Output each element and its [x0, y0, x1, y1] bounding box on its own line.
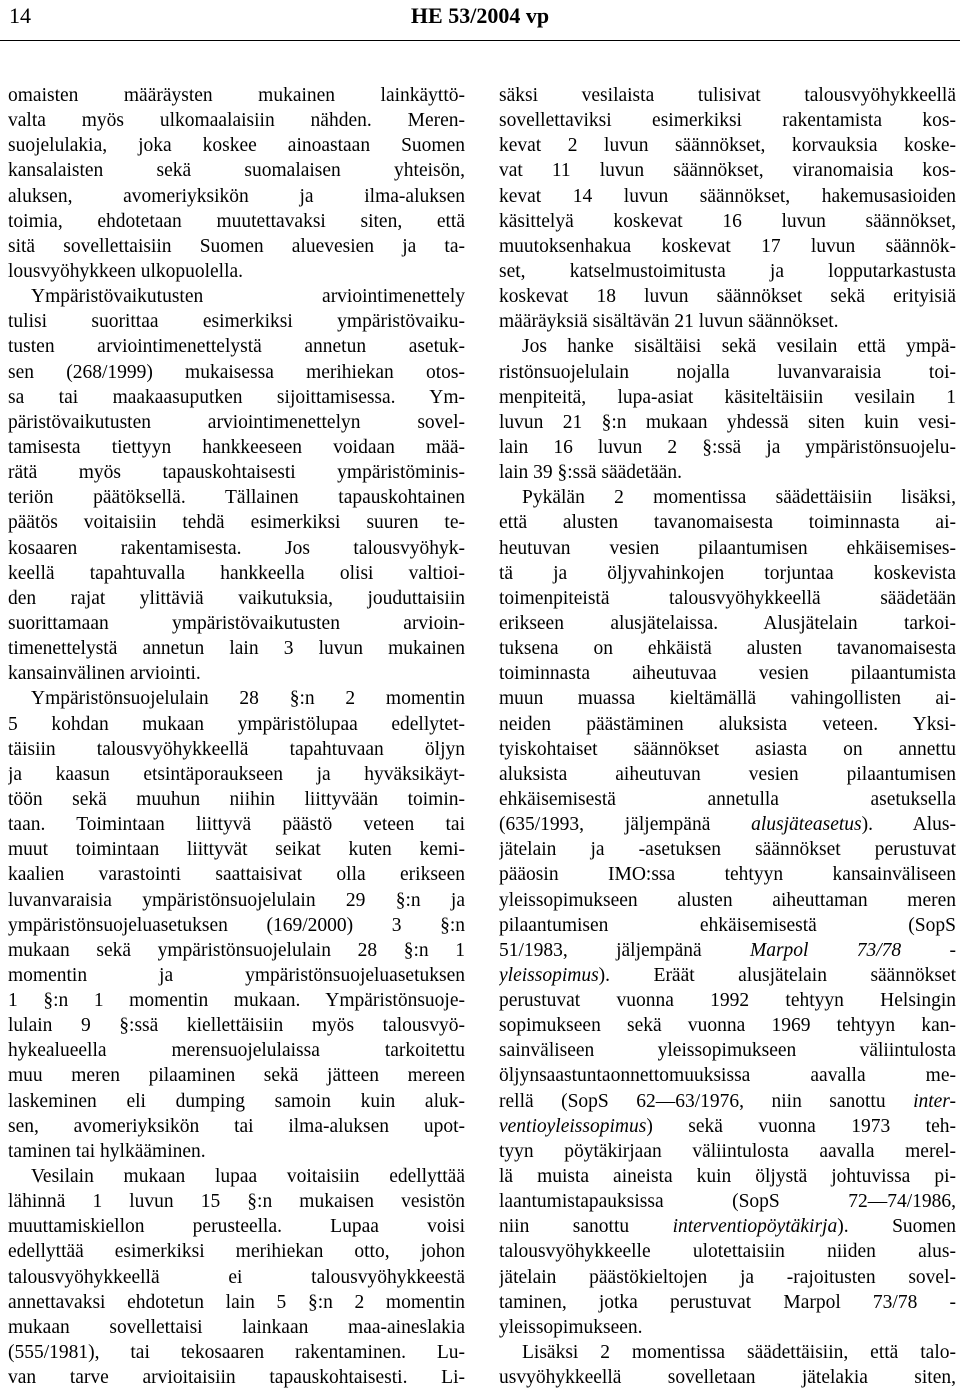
text-line: ja kaasun etsintäporaukseen ja hyväksikäyt-: [8, 763, 465, 785]
text-line: teriön päätöksellä. Tällainen tapauskohtainen: [8, 487, 465, 509]
text-line: lain 39 §:ssä säädetään.: [499, 462, 683, 484]
text-line: rätä myös tapauskohtaisesti ympäristöminis-: [8, 462, 465, 484]
text-line: toimenpiteistä talousvyöhykkeellä säädetään: [499, 587, 956, 609]
text-line: ristönsuojelulain nojalla luvanvaraisia toi-: [499, 361, 956, 383]
text-line: tamisesta tiettyyn hankkeeseen voidaan mää-: [8, 436, 465, 458]
text-line: tuksena on ehkäistä alusten tavanomaisesta: [499, 638, 956, 660]
text-line: valta myös ulkomaalaisiin nähden. Meren-: [8, 110, 465, 132]
text-line: öljynsaastuntaonnettomuuksissa aavalla me-: [499, 1065, 956, 1087]
text-line: muutoksenhakua koskevat 17 luvun säännök-: [499, 235, 956, 257]
text-line: sa tai maakaasuputken sijoittamisessa. Ym-: [8, 386, 465, 408]
text-line: yleissopimukseen.: [499, 1316, 643, 1338]
text-line: laantumistapauksissa (SopS 72—74/1986,: [499, 1191, 956, 1213]
text-line: säksi vesilaista tulisivat talousvyöhykkeellä: [499, 85, 956, 106]
text-line: neiden päästäminen aluksista veteen. Yksi-: [499, 713, 956, 735]
text-line: lähinnä 1 luvun 15 §:n mukaisen vesistön: [8, 1191, 465, 1213]
italic-term: ventioyleissopimus: [499, 1115, 647, 1137]
text-line: muuttamiskiellon perusteella. Lupaa voisi: [8, 1216, 465, 1238]
text-line: annettavaksi ehdotetun lain 5 §:n 2 momentin: [8, 1291, 465, 1313]
text-line: ehkäisemisestä annetulla asetuksella: [499, 788, 956, 810]
text-line: Vesilain mukaan lupaa voitaisiin edellyttää: [31, 1166, 465, 1188]
text-line: 5 kohdan mukaan ympäristölupaa edellytet-: [8, 713, 465, 735]
text-line: (555/1981), tai tekosaaren rakentaminen. Lu-: [8, 1342, 465, 1364]
text-line: tulisi suorittaa esimerkiksi ympäristövaiku-: [8, 311, 465, 333]
text-line: toiminnasta aiheutuvaa vesien pilaantumista: [499, 663, 956, 685]
text-line: lousvyöhykkeen ulkopuolella.: [8, 260, 244, 282]
text-line: kosaaren rakentamisesta. Jos talousvyöhyk-: [8, 537, 465, 559]
italic-term: inter-: [913, 1090, 956, 1112]
text-line: töön sekä muuhun niihin liittyvään toimin-: [8, 788, 465, 810]
text-line: päristövaikutusten arviointimenettelyn sovel-: [8, 411, 465, 433]
text-line: hykealueella merensuojelulaissa tarkoitettu: [8, 1040, 465, 1062]
text-line: keellä tapahtuvalla hankkeella olisi valtioi-: [8, 562, 465, 584]
text-line: aluksen, avomeriyksikön ja ilma-aluksen: [8, 185, 465, 207]
text-line: momentin ja ympäristönsuojeluasetuksen: [8, 964, 465, 986]
text-line: kevat 14 luvun säännökset, hakemusasioiden: [499, 185, 956, 207]
page-header: [0, 0, 960, 44]
header-divider: [0, 40, 960, 41]
text-line: tyiskohtaiset säännökset asiasta on annettu: [499, 738, 956, 760]
italic-term: yleissopimus: [499, 964, 599, 986]
text-line: luvun 21 §:n mukaan yhdessä siten kuin vesi-: [499, 411, 956, 433]
text-line: talousvyöhykkeellä ei talousvyöhykkeestä: [8, 1266, 465, 1288]
text-line: kaalien varastointi saattaisivat olla erikseen: [8, 864, 465, 886]
text-line: erikseen alusjätelaissa. Alusjätelain tarkoi-: [499, 612, 956, 634]
text-line: menpiteitä, lupa-asiat käsiteltäisiin vesilain 1: [499, 386, 956, 408]
text-line: sen (268/1999) mukaisessa merihiekan otos-: [8, 361, 465, 383]
text-line: muun muassa kieltämällä vahingollisten ai-: [499, 688, 956, 710]
text-line: muut toimintaan liittyvät seikat kuten kemi-: [8, 839, 465, 861]
text-line: että alusten tavanomaisesta toiminnasta ai-: [499, 512, 956, 534]
text-line: timenettelystä annetun lain 3 luvun mukainen: [8, 638, 465, 660]
text-line: toimia, ehdotetaan muutettavaksi siten, että: [8, 210, 465, 232]
text-segment: ). Suomen: [837, 1216, 956, 1238]
text-line: Ympäristövaikutusten arviointimenettely: [31, 286, 465, 308]
text-segment: -: [901, 939, 956, 961]
text-line: sitä sovellettaisiin Suomen aluevesien ja ta-: [8, 235, 465, 257]
text-line: koskevat 18 luvun säännökset sekä erityisiä: [499, 286, 956, 308]
text-line: [499, 1114, 956, 1139]
text-line: suorittamaan ympäristövaikutusten arvioin-: [8, 612, 465, 634]
text-line: [499, 1089, 956, 1114]
italic-term: Marpol 73/78: [749, 939, 902, 961]
text-line: [499, 938, 956, 963]
text-line: kevat 2 luvun säännökset, korvauksia koske-: [499, 135, 956, 157]
text-segment: ). Alus-: [861, 814, 956, 836]
text-line: mukaan sekä ympäristönsuojelulain 28 §:n 1: [8, 939, 465, 961]
left-column: [8, 83, 465, 1390]
right-column: [499, 83, 956, 1390]
text-line: laskeminen eli dumping samoin kuin aluk-: [8, 1090, 465, 1112]
text-line: [499, 1214, 956, 1239]
text-line: lulain 9 §:ssä kiellettäisiin myös talousvyö-: [8, 1015, 465, 1037]
text-segment: ). Eräät alusjätelain säännökset: [598, 964, 956, 986]
text-line: pääosin IMO:ssa tehtyyn kansainväliseen: [499, 864, 956, 886]
text-segment: rellä (SopS 62—63/1976, niin sanottu: [499, 1090, 914, 1112]
text-line: kansainvälinen arviointi.: [8, 663, 201, 685]
text-line: Ympäristönsuojelulain 28 §:n 2 momentin: [31, 688, 465, 710]
text-line: taminen tai hylkääminen.: [8, 1140, 206, 1162]
text-line: Pykälän 2 momentissa säädettäisiin lisäksi,: [522, 487, 956, 509]
text-segment: niin sanottu: [499, 1216, 673, 1238]
text-line: van tarve arvioitaisiin tapauskohtaisesti. Li-: [8, 1367, 465, 1389]
text-line: Jos hanke sisältäisi sekä vesilain että ympä-: [522, 336, 956, 358]
italic-term: alusjäteasetus: [751, 814, 862, 836]
text-line: den rajat ylittäviä vaikutuksia, jouduttaisiin: [8, 587, 465, 609]
text-line: [499, 812, 956, 837]
text-line: tusten arviointimenettelystä annetun asetuk-: [8, 336, 465, 358]
text-line: sopimukseen sekä vuonna 1969 tehtyyn kan-: [499, 1015, 956, 1037]
page-number: 14: [9, 3, 31, 28]
text-segment: ) sekä vuonna 1973 teh-: [646, 1115, 956, 1137]
text-line: luvanvaraisia ympäristönsuojelulain 29 §:n ja: [8, 889, 465, 911]
text-line: lä muista aineista kuin öljystä johtuvissa pi-: [499, 1166, 956, 1188]
text-line: talousvyöhykkeelle ulotettaisiin niiden alus-: [499, 1241, 956, 1263]
text-line: täisiin talousvyöhykkeellä tapahtuvaan öljyn: [8, 738, 465, 760]
text-line: heutuvan vesien pilaantumisen ehkäisemises-: [499, 537, 956, 559]
text-line: käsittelyä koskevat 16 luvun säännökset,: [499, 210, 956, 232]
text-line: jätelain päästökieltojen ja -rajoitusten sovel-: [499, 1266, 956, 1288]
text-line: lain 16 luvun 2 §:ssä ja ympäristönsuojelu-: [499, 436, 956, 458]
text-line: vat 11 luvun säännökset, viranomaisia kos-: [499, 160, 956, 182]
text-line: suojelulakia, joka koskee ainoastaan Suomen: [8, 135, 465, 157]
text-line: aluksista aiheutuvan vesien pilaantumisen: [499, 763, 956, 785]
text-segment: 51/1983, jäljempänä: [499, 939, 750, 961]
text-line: Lisäksi 2 momentissa säädettäisiin, että talo-: [522, 1342, 956, 1364]
text-line: yleissopimukseen alusten aiheuttaman meren: [499, 889, 956, 911]
document-id: HE 53/2004 vp: [410, 3, 550, 28]
italic-term: interventiopöytäkirja: [672, 1216, 838, 1238]
text-line: määräyksiä sisältävän 21 luvun säännökset.: [499, 311, 839, 333]
text-line: edellyttää esimerkiksi merihiekan otto, johon: [8, 1241, 465, 1263]
text-line: mukaan sovellettaisi lainkaan maa-aineslakia: [8, 1316, 465, 1338]
text-line: [499, 963, 956, 988]
text-line: pilaantumisen ehkäisemisestä (SopS: [499, 914, 956, 936]
text-line: omaisten määräysten mukainen lainkäyttö-: [8, 85, 465, 106]
text-segment: (635/1993, jäljempänä: [499, 814, 752, 836]
text-line: set, katselmustoimitusta ja lopputarkastusta: [499, 260, 956, 282]
text-line: perustuvat vuonna 1992 tehtyyn Helsingin: [499, 990, 956, 1012]
text-line: sovellettaviksi esimerkiksi rakentamista kos-: [499, 110, 956, 132]
text-line: 1 §:n 1 momentin mukaan. Ympäristönsuoje-: [8, 990, 465, 1012]
text-line: taminen, jotka perustuvat Marpol 73/78 -: [499, 1291, 956, 1313]
text-line: taan. Toimintaan liittyvä päästö veteen tai: [8, 814, 465, 836]
text-line: sen, avomeriyksikön tai ilma-aluksen upot-: [8, 1115, 465, 1137]
text-line: ympäristönsuojeluasetuksen (169/2000) 3 §:n: [8, 914, 465, 936]
text-line: päätös voitaisiin tehdä esimerkiksi suuren te-: [8, 512, 465, 534]
text-line: tyyn pöytäkirjaan väliintulosta aavalla merel-: [499, 1140, 956, 1162]
text-line: sainväliseen yleissopimukseen väliintulosta: [499, 1040, 956, 1062]
text-line: muu meren pilaaminen sekä jätteen mereen: [8, 1065, 465, 1087]
text-line: kansalaisten sekä suomalaisen yhteisön,: [8, 160, 465, 182]
text-line: tä ja öljyvahinkojen torjuntaa koskevista: [499, 562, 956, 584]
text-line: usvyöhykkeellä sovelletaan jätelakia siten,: [499, 1367, 956, 1389]
text-line: jätelain ja -asetuksen säännökset perustuvat: [499, 839, 956, 861]
